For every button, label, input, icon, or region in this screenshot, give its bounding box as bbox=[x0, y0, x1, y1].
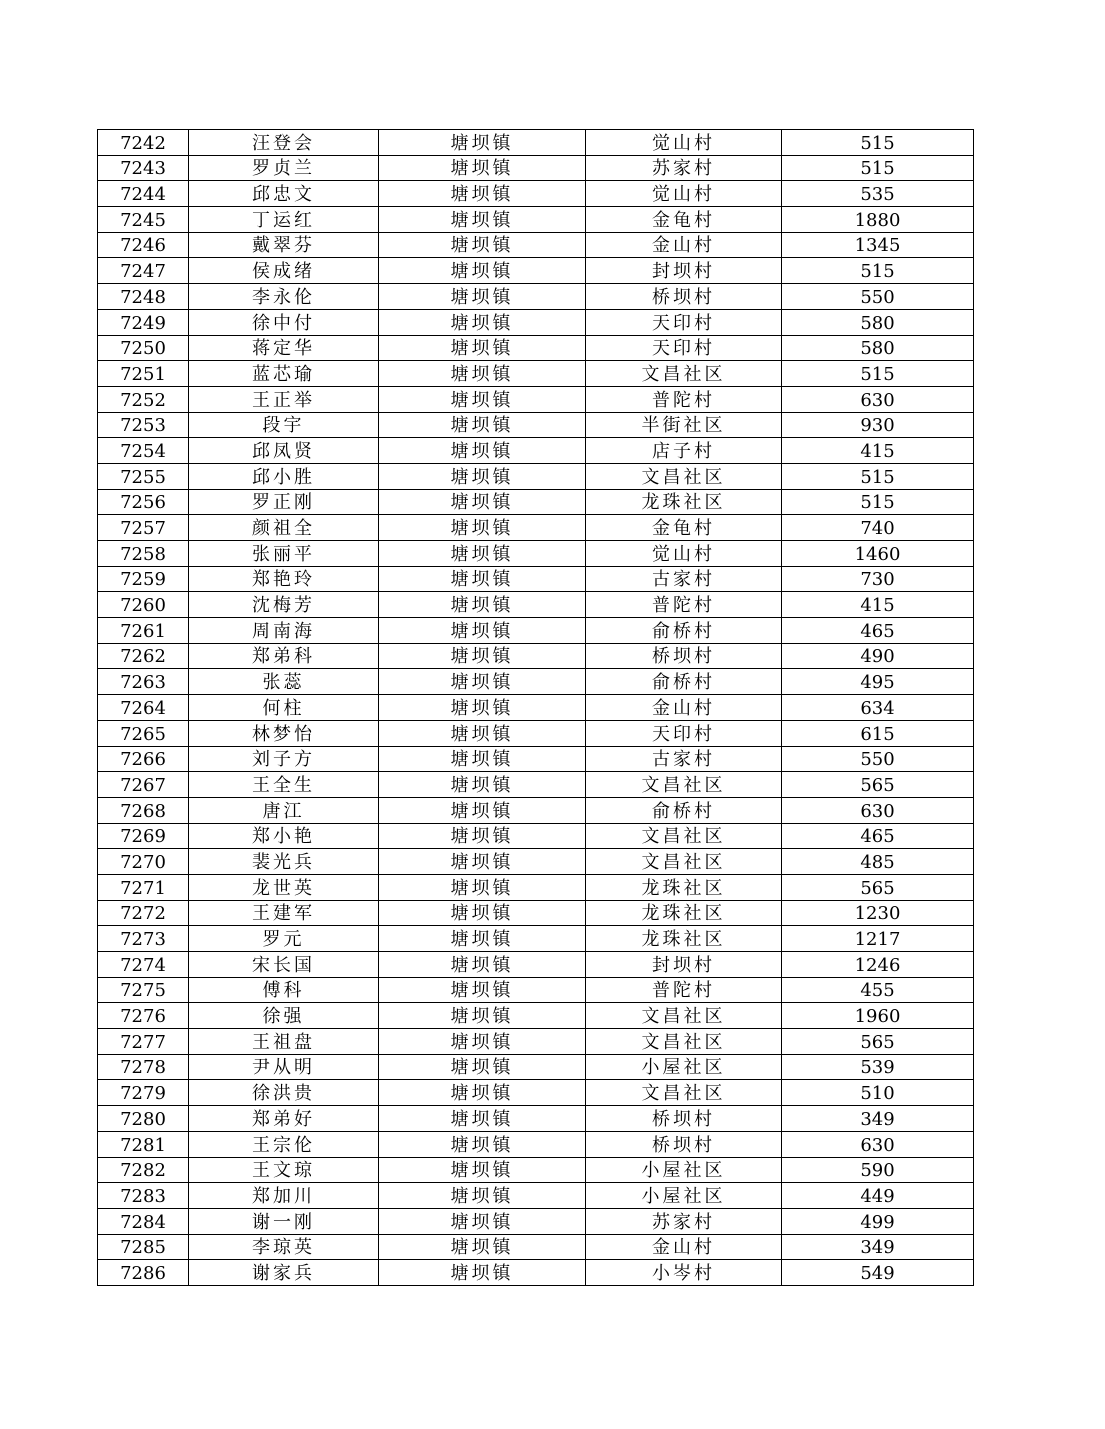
row-number-cell: 7286 bbox=[98, 1260, 189, 1286]
table-row bbox=[98, 232, 974, 258]
town-cell: 塘坝镇 bbox=[379, 977, 586, 1003]
village-cell: 文昌社区 bbox=[586, 1029, 782, 1055]
village-cell: 金山村 bbox=[586, 695, 782, 721]
name-cell: 尹从明 bbox=[189, 1054, 379, 1080]
amount-cell: 349 bbox=[782, 1234, 974, 1260]
amount-cell: 630 bbox=[782, 1131, 974, 1157]
table-row bbox=[98, 515, 974, 541]
village-cell: 文昌社区 bbox=[586, 849, 782, 875]
row-number-cell: 7258 bbox=[98, 541, 189, 567]
town-cell: 塘坝镇 bbox=[379, 797, 586, 823]
village-cell: 龙珠社区 bbox=[586, 874, 782, 900]
town-cell: 塘坝镇 bbox=[379, 412, 586, 438]
row-number-cell: 7257 bbox=[98, 515, 189, 541]
name-cell: 王全生 bbox=[189, 772, 379, 798]
village-cell: 俞桥村 bbox=[586, 797, 782, 823]
town-cell: 塘坝镇 bbox=[379, 130, 586, 156]
amount-cell: 590 bbox=[782, 1157, 974, 1183]
table-row bbox=[98, 746, 974, 772]
table-row bbox=[98, 207, 974, 233]
name-cell: 刘子方 bbox=[189, 746, 379, 772]
row-number-cell: 7284 bbox=[98, 1208, 189, 1234]
amount-cell: 515 bbox=[782, 361, 974, 387]
row-number-cell: 7271 bbox=[98, 874, 189, 900]
table-row bbox=[98, 155, 974, 181]
row-number-cell: 7246 bbox=[98, 232, 189, 258]
name-cell: 徐中付 bbox=[189, 309, 379, 335]
row-number-cell: 7262 bbox=[98, 643, 189, 669]
table-row bbox=[98, 258, 974, 284]
amount-cell: 415 bbox=[782, 592, 974, 618]
name-cell: 裴光兵 bbox=[189, 849, 379, 875]
amount-cell: 539 bbox=[782, 1054, 974, 1080]
name-cell: 张丽平 bbox=[189, 541, 379, 567]
row-number-cell: 7250 bbox=[98, 335, 189, 361]
town-cell: 塘坝镇 bbox=[379, 1029, 586, 1055]
name-cell: 郑小艳 bbox=[189, 823, 379, 849]
row-number-cell: 7282 bbox=[98, 1157, 189, 1183]
village-cell: 文昌社区 bbox=[586, 823, 782, 849]
amount-cell: 515 bbox=[782, 489, 974, 515]
amount-cell: 1230 bbox=[782, 900, 974, 926]
name-cell: 王祖盘 bbox=[189, 1029, 379, 1055]
name-cell: 徐强 bbox=[189, 1003, 379, 1029]
town-cell: 塘坝镇 bbox=[379, 515, 586, 541]
table-row bbox=[98, 926, 974, 952]
amount-cell: 1345 bbox=[782, 232, 974, 258]
row-number-cell: 7285 bbox=[98, 1234, 189, 1260]
village-cell: 觉山村 bbox=[586, 130, 782, 156]
village-cell: 古家村 bbox=[586, 566, 782, 592]
village-cell: 古家村 bbox=[586, 746, 782, 772]
data-table bbox=[97, 129, 974, 1286]
town-cell: 塘坝镇 bbox=[379, 1003, 586, 1029]
village-cell: 普陀村 bbox=[586, 592, 782, 618]
town-cell: 塘坝镇 bbox=[379, 695, 586, 721]
village-cell: 桥坝村 bbox=[586, 643, 782, 669]
amount-cell: 565 bbox=[782, 874, 974, 900]
town-cell: 塘坝镇 bbox=[379, 643, 586, 669]
name-cell: 谢一刚 bbox=[189, 1208, 379, 1234]
village-cell: 天印村 bbox=[586, 309, 782, 335]
name-cell: 林梦怡 bbox=[189, 720, 379, 746]
row-number-cell: 7275 bbox=[98, 977, 189, 1003]
name-cell: 王正举 bbox=[189, 386, 379, 412]
table-row bbox=[98, 361, 974, 387]
row-number-cell: 7253 bbox=[98, 412, 189, 438]
table-row bbox=[98, 181, 974, 207]
name-cell: 傅科 bbox=[189, 977, 379, 1003]
amount-cell: 490 bbox=[782, 643, 974, 669]
amount-cell: 565 bbox=[782, 772, 974, 798]
name-cell: 罗贞兰 bbox=[189, 155, 379, 181]
village-cell: 文昌社区 bbox=[586, 1080, 782, 1106]
row-number-cell: 7277 bbox=[98, 1029, 189, 1055]
table-row bbox=[98, 952, 974, 978]
row-number-cell: 7276 bbox=[98, 1003, 189, 1029]
row-number-cell: 7265 bbox=[98, 720, 189, 746]
amount-cell: 930 bbox=[782, 412, 974, 438]
town-cell: 塘坝镇 bbox=[379, 900, 586, 926]
amount-cell: 630 bbox=[782, 386, 974, 412]
town-cell: 塘坝镇 bbox=[379, 489, 586, 515]
name-cell: 王建军 bbox=[189, 900, 379, 926]
village-cell: 龙珠社区 bbox=[586, 900, 782, 926]
row-number-cell: 7260 bbox=[98, 592, 189, 618]
row-number-cell: 7264 bbox=[98, 695, 189, 721]
town-cell: 塘坝镇 bbox=[379, 618, 586, 644]
village-cell: 俞桥村 bbox=[586, 669, 782, 695]
village-cell: 封坝村 bbox=[586, 952, 782, 978]
table-row bbox=[98, 618, 974, 644]
amount-cell: 1217 bbox=[782, 926, 974, 952]
amount-cell: 515 bbox=[782, 155, 974, 181]
table-row bbox=[98, 489, 974, 515]
table-row bbox=[98, 386, 974, 412]
town-cell: 塘坝镇 bbox=[379, 926, 586, 952]
village-cell: 小岑村 bbox=[586, 1260, 782, 1286]
name-cell: 邱凤贤 bbox=[189, 438, 379, 464]
name-cell: 周南海 bbox=[189, 618, 379, 644]
row-number-cell: 7255 bbox=[98, 463, 189, 489]
town-cell: 塘坝镇 bbox=[379, 258, 586, 284]
town-cell: 塘坝镇 bbox=[379, 438, 586, 464]
village-cell: 小屋社区 bbox=[586, 1054, 782, 1080]
row-number-cell: 7281 bbox=[98, 1131, 189, 1157]
village-cell: 觉山村 bbox=[586, 541, 782, 567]
town-cell: 塘坝镇 bbox=[379, 952, 586, 978]
village-cell: 半街社区 bbox=[586, 412, 782, 438]
village-cell: 觉山村 bbox=[586, 181, 782, 207]
amount-cell: 550 bbox=[782, 284, 974, 310]
amount-cell: 634 bbox=[782, 695, 974, 721]
table-row bbox=[98, 130, 974, 156]
village-cell: 小屋社区 bbox=[586, 1183, 782, 1209]
amount-cell: 455 bbox=[782, 977, 974, 1003]
table-row bbox=[98, 772, 974, 798]
town-cell: 塘坝镇 bbox=[379, 1131, 586, 1157]
table-row bbox=[98, 1208, 974, 1234]
town-cell: 塘坝镇 bbox=[379, 849, 586, 875]
table-row bbox=[98, 335, 974, 361]
row-number-cell: 7259 bbox=[98, 566, 189, 592]
table-row bbox=[98, 284, 974, 310]
name-cell: 王文琼 bbox=[189, 1157, 379, 1183]
village-cell: 文昌社区 bbox=[586, 772, 782, 798]
table-row bbox=[98, 1131, 974, 1157]
row-number-cell: 7261 bbox=[98, 618, 189, 644]
village-cell: 小屋社区 bbox=[586, 1157, 782, 1183]
name-cell: 郑弟科 bbox=[189, 643, 379, 669]
amount-cell: 485 bbox=[782, 849, 974, 875]
village-cell: 文昌社区 bbox=[586, 1003, 782, 1029]
name-cell: 宋长国 bbox=[189, 952, 379, 978]
table-row bbox=[98, 463, 974, 489]
row-number-cell: 7252 bbox=[98, 386, 189, 412]
name-cell: 徐洪贵 bbox=[189, 1080, 379, 1106]
village-cell: 俞桥村 bbox=[586, 618, 782, 644]
town-cell: 塘坝镇 bbox=[379, 335, 586, 361]
amount-cell: 465 bbox=[782, 823, 974, 849]
village-cell: 文昌社区 bbox=[586, 361, 782, 387]
name-cell: 段宇 bbox=[189, 412, 379, 438]
amount-cell: 535 bbox=[782, 181, 974, 207]
row-number-cell: 7278 bbox=[98, 1054, 189, 1080]
amount-cell: 515 bbox=[782, 258, 974, 284]
row-number-cell: 7263 bbox=[98, 669, 189, 695]
village-cell: 苏家村 bbox=[586, 155, 782, 181]
village-cell: 金山村 bbox=[586, 232, 782, 258]
name-cell: 邱小胜 bbox=[189, 463, 379, 489]
village-cell: 店子村 bbox=[586, 438, 782, 464]
table-row bbox=[98, 695, 974, 721]
village-cell: 桥坝村 bbox=[586, 1106, 782, 1132]
name-cell: 沈梅芳 bbox=[189, 592, 379, 618]
amount-cell: 515 bbox=[782, 130, 974, 156]
row-number-cell: 7273 bbox=[98, 926, 189, 952]
amount-cell: 730 bbox=[782, 566, 974, 592]
row-number-cell: 7254 bbox=[98, 438, 189, 464]
name-cell: 郑加川 bbox=[189, 1183, 379, 1209]
table-row bbox=[98, 1054, 974, 1080]
amount-cell: 515 bbox=[782, 463, 974, 489]
row-number-cell: 7270 bbox=[98, 849, 189, 875]
table-body bbox=[98, 130, 974, 1286]
name-cell: 谢家兵 bbox=[189, 1260, 379, 1286]
row-number-cell: 7247 bbox=[98, 258, 189, 284]
town-cell: 塘坝镇 bbox=[379, 772, 586, 798]
amount-cell: 349 bbox=[782, 1106, 974, 1132]
town-cell: 塘坝镇 bbox=[379, 823, 586, 849]
table-row bbox=[98, 438, 974, 464]
row-number-cell: 7245 bbox=[98, 207, 189, 233]
town-cell: 塘坝镇 bbox=[379, 232, 586, 258]
table-row bbox=[98, 1260, 974, 1286]
town-cell: 塘坝镇 bbox=[379, 1234, 586, 1260]
town-cell: 塘坝镇 bbox=[379, 181, 586, 207]
amount-cell: 1880 bbox=[782, 207, 974, 233]
table-row bbox=[98, 977, 974, 1003]
name-cell: 罗元 bbox=[189, 926, 379, 952]
town-cell: 塘坝镇 bbox=[379, 592, 586, 618]
town-cell: 塘坝镇 bbox=[379, 155, 586, 181]
name-cell: 丁运红 bbox=[189, 207, 379, 233]
town-cell: 塘坝镇 bbox=[379, 566, 586, 592]
table-row bbox=[98, 1003, 974, 1029]
table-row bbox=[98, 874, 974, 900]
amount-cell: 510 bbox=[782, 1080, 974, 1106]
table-row bbox=[98, 1106, 974, 1132]
town-cell: 塘坝镇 bbox=[379, 720, 586, 746]
row-number-cell: 7249 bbox=[98, 309, 189, 335]
name-cell: 张蕊 bbox=[189, 669, 379, 695]
name-cell: 李永伦 bbox=[189, 284, 379, 310]
town-cell: 塘坝镇 bbox=[379, 361, 586, 387]
row-number-cell: 7267 bbox=[98, 772, 189, 798]
row-number-cell: 7268 bbox=[98, 797, 189, 823]
name-cell: 邱忠文 bbox=[189, 181, 379, 207]
amount-cell: 565 bbox=[782, 1029, 974, 1055]
name-cell: 蓝芯瑜 bbox=[189, 361, 379, 387]
town-cell: 塘坝镇 bbox=[379, 207, 586, 233]
name-cell: 唐江 bbox=[189, 797, 379, 823]
name-cell: 郑艳玲 bbox=[189, 566, 379, 592]
town-cell: 塘坝镇 bbox=[379, 309, 586, 335]
row-number-cell: 7283 bbox=[98, 1183, 189, 1209]
row-number-cell: 7266 bbox=[98, 746, 189, 772]
town-cell: 塘坝镇 bbox=[379, 746, 586, 772]
name-cell: 颜祖全 bbox=[189, 515, 379, 541]
amount-cell: 1460 bbox=[782, 541, 974, 567]
row-number-cell: 7280 bbox=[98, 1106, 189, 1132]
village-cell: 龙珠社区 bbox=[586, 926, 782, 952]
town-cell: 塘坝镇 bbox=[379, 463, 586, 489]
name-cell: 龙世英 bbox=[189, 874, 379, 900]
town-cell: 塘坝镇 bbox=[379, 1106, 586, 1132]
village-cell: 封坝村 bbox=[586, 258, 782, 284]
row-number-cell: 7243 bbox=[98, 155, 189, 181]
row-number-cell: 7279 bbox=[98, 1080, 189, 1106]
amount-cell: 495 bbox=[782, 669, 974, 695]
town-cell: 塘坝镇 bbox=[379, 284, 586, 310]
document-page bbox=[97, 129, 973, 1286]
table-row bbox=[98, 541, 974, 567]
table-row bbox=[98, 592, 974, 618]
name-cell: 汪登会 bbox=[189, 130, 379, 156]
amount-cell: 415 bbox=[782, 438, 974, 464]
town-cell: 塘坝镇 bbox=[379, 669, 586, 695]
name-cell: 李琼英 bbox=[189, 1234, 379, 1260]
amount-cell: 580 bbox=[782, 335, 974, 361]
town-cell: 塘坝镇 bbox=[379, 1260, 586, 1286]
amount-cell: 465 bbox=[782, 618, 974, 644]
table-row bbox=[98, 669, 974, 695]
village-cell: 普陀村 bbox=[586, 977, 782, 1003]
name-cell: 罗正刚 bbox=[189, 489, 379, 515]
village-cell: 金龟村 bbox=[586, 207, 782, 233]
village-cell: 天印村 bbox=[586, 720, 782, 746]
amount-cell: 550 bbox=[782, 746, 974, 772]
village-cell: 桥坝村 bbox=[586, 284, 782, 310]
table-row bbox=[98, 849, 974, 875]
village-cell: 苏家村 bbox=[586, 1208, 782, 1234]
amount-cell: 1960 bbox=[782, 1003, 974, 1029]
name-cell: 郑弟好 bbox=[189, 1106, 379, 1132]
name-cell: 王宗伦 bbox=[189, 1131, 379, 1157]
table-row bbox=[98, 1080, 974, 1106]
village-cell: 桥坝村 bbox=[586, 1131, 782, 1157]
name-cell: 戴翠芬 bbox=[189, 232, 379, 258]
amount-cell: 499 bbox=[782, 1208, 974, 1234]
village-cell: 金龟村 bbox=[586, 515, 782, 541]
amount-cell: 449 bbox=[782, 1183, 974, 1209]
row-number-cell: 7244 bbox=[98, 181, 189, 207]
amount-cell: 580 bbox=[782, 309, 974, 335]
table-row bbox=[98, 643, 974, 669]
table-row bbox=[98, 309, 974, 335]
row-number-cell: 7248 bbox=[98, 284, 189, 310]
town-cell: 塘坝镇 bbox=[379, 1208, 586, 1234]
village-cell: 金山村 bbox=[586, 1234, 782, 1260]
table-row bbox=[98, 823, 974, 849]
town-cell: 塘坝镇 bbox=[379, 1157, 586, 1183]
row-number-cell: 7251 bbox=[98, 361, 189, 387]
village-cell: 天印村 bbox=[586, 335, 782, 361]
table-row bbox=[98, 1234, 974, 1260]
row-number-cell: 7272 bbox=[98, 900, 189, 926]
amount-cell: 549 bbox=[782, 1260, 974, 1286]
amount-cell: 740 bbox=[782, 515, 974, 541]
town-cell: 塘坝镇 bbox=[379, 386, 586, 412]
table-row bbox=[98, 720, 974, 746]
name-cell: 何柱 bbox=[189, 695, 379, 721]
row-number-cell: 7274 bbox=[98, 952, 189, 978]
town-cell: 塘坝镇 bbox=[379, 541, 586, 567]
town-cell: 塘坝镇 bbox=[379, 1080, 586, 1106]
name-cell: 蒋定华 bbox=[189, 335, 379, 361]
village-cell: 龙珠社区 bbox=[586, 489, 782, 515]
table-row bbox=[98, 1157, 974, 1183]
village-cell: 普陀村 bbox=[586, 386, 782, 412]
row-number-cell: 7256 bbox=[98, 489, 189, 515]
village-cell: 文昌社区 bbox=[586, 463, 782, 489]
town-cell: 塘坝镇 bbox=[379, 874, 586, 900]
table-row bbox=[98, 412, 974, 438]
row-number-cell: 7269 bbox=[98, 823, 189, 849]
town-cell: 塘坝镇 bbox=[379, 1054, 586, 1080]
amount-cell: 1246 bbox=[782, 952, 974, 978]
table-row bbox=[98, 797, 974, 823]
name-cell: 侯成绪 bbox=[189, 258, 379, 284]
table-row bbox=[98, 566, 974, 592]
amount-cell: 615 bbox=[782, 720, 974, 746]
table-row bbox=[98, 1029, 974, 1055]
table-row bbox=[98, 900, 974, 926]
amount-cell: 630 bbox=[782, 797, 974, 823]
table-row bbox=[98, 1183, 974, 1209]
row-number-cell: 7242 bbox=[98, 130, 189, 156]
town-cell: 塘坝镇 bbox=[379, 1183, 586, 1209]
